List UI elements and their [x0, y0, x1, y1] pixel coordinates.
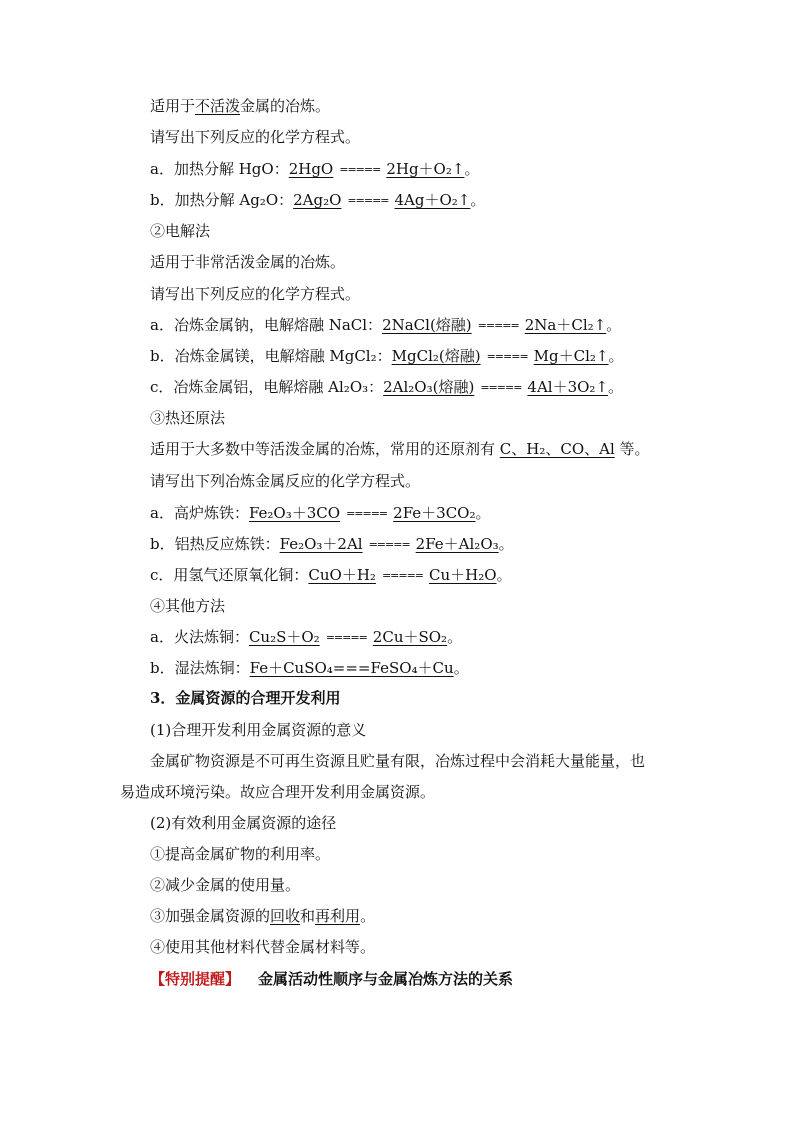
answer-blank: 2Ag₂O — [293, 191, 342, 209]
answer-blank: Fe₂O₃＋3CO — [248, 504, 341, 522]
equation-line: b．加热分解 Ag₂O：2Ag₂O ===== 4Ag＋O₂↑。 — [150, 188, 485, 212]
text-line: 请写出下列反应的化学方程式。 — [150, 128, 361, 146]
section-heading: ③热还原法 — [150, 409, 226, 427]
answer-blank: 2Na＋Cl₂↑ — [524, 316, 607, 334]
text-line: 适用于不活泼金属的冶炼。 — [150, 97, 331, 115]
equation-line: b．湿法炼铜：Fe＋CuSO₄===FeSO₄＋Cu。 — [150, 659, 469, 677]
text-line: 适用于非常活泼金属的冶炼。 — [150, 253, 346, 271]
answer-blank: 2HgO — [288, 160, 334, 178]
answer-blank: 4Ag＋O₂↑ — [394, 191, 471, 209]
tip-heading: 【特别提醒】 金属活动性顺序与金属冶炼方法的关系 — [150, 970, 514, 988]
equation-line: c．用氢气还原氧化铜：CuO＋H₂ ===== Cu＋H₂O。 — [150, 563, 512, 587]
answer-blank: 2NaCl(熔融) — [382, 316, 472, 334]
equation-line: b．冶炼金属镁，电解熔融 MgCl₂：MgCl₂(熔融) ===== Mg＋Cl₂↑。 — [150, 344, 624, 368]
equals-sign: ===== — [325, 631, 367, 644]
equals-sign: ===== — [368, 538, 410, 551]
answer-blank: 不活泼 — [195, 97, 241, 115]
answer-blank: MgCl₂(熔融) — [391, 347, 481, 365]
equation-line: b．铝热反应炼铁：Fe₂O₃＋2Al ===== 2Fe＋Al₂O₃。 — [150, 532, 514, 556]
answer-blank: Mg＋Cl₂↑ — [533, 347, 609, 365]
text-line: 请写出下列反应的化学方程式。 — [150, 285, 361, 303]
answer-blank: C、H₂、CO、Al — [499, 440, 615, 458]
answer-blank: 2Hg＋O₂↑ — [386, 160, 465, 178]
list-item: ①提高金属矿物的利用率。 — [150, 845, 331, 863]
answer-blank: 回收 — [270, 907, 301, 925]
answer-blank: 4Al＋3O₂↑ — [527, 378, 609, 396]
paragraph-line: 金属矿物资源是不可再生资源且贮量有限，冶炼过程中会消耗大量能量，也 — [150, 752, 646, 770]
paragraph-line: 易造成环境污染。故应合理开发利用金属资源。 — [120, 783, 436, 801]
equals-sign: ===== — [339, 163, 381, 176]
list-item: ④使用其他材料代替金属材料等。 — [150, 938, 376, 956]
equation-line: a．火法炼铜：Cu₂S＋O₂ ===== 2Cu＋SO₂。 — [150, 625, 462, 649]
equals-sign: ===== — [480, 381, 522, 394]
equals-sign: ===== — [381, 569, 424, 582]
equation-line: a．加热分解 HgO：2HgO ===== 2Hg＋O₂↑。 — [150, 157, 479, 181]
answer-blank: Cu＋H₂O — [429, 566, 497, 584]
equation-line: a．冶炼金属钠，电解熔融 NaCl：2NaCl(熔融) ===== 2Na＋Cl₂↑。 — [150, 313, 621, 337]
list-item: ②减少金属的使用量。 — [150, 876, 301, 894]
equation-line: a．高炉炼铁：Fe₂O₃＋3CO ===== 2Fe＋3CO₂。 — [150, 501, 491, 525]
answer-blank: 2Al₂O₃(熔融) — [383, 378, 475, 396]
answer-blank: Cu₂S＋O₂ — [248, 628, 320, 646]
answer-blank: 2Fe＋3CO₂ — [393, 504, 476, 522]
answer-blank: 2Fe＋Al₂O₃ — [415, 535, 499, 553]
equals-sign: ===== — [346, 507, 388, 520]
section-heading: ②电解法 — [150, 222, 211, 240]
tip-tag: 【特别提醒】 — [150, 970, 241, 988]
answer-blank: 再利用 — [315, 907, 361, 925]
subsection-heading: (2)有效利用金属资源的途径 — [150, 814, 337, 832]
equals-sign: ===== — [486, 350, 528, 363]
section-heading: ④其他方法 — [150, 597, 226, 615]
equals-sign: ===== — [347, 194, 389, 207]
text-line: 适用于大多数中等活泼金属的冶炼，常用的还原剂有 C、H₂、CO、Al 等。 — [150, 440, 650, 458]
answer-blank: CuO＋H₂ — [308, 566, 376, 584]
answer-blank: 2Cu＋SO₂ — [372, 628, 448, 646]
subsection-heading: (1)合理开发利用金属资源的意义 — [150, 721, 367, 739]
section-title: 3．金属资源的合理开发利用 — [150, 689, 341, 707]
text-line: 请写出下列冶炼金属反应的化学方程式。 — [150, 472, 421, 490]
list-item: ③加强金属资源的回收和再利用。 — [150, 907, 376, 925]
answer-blank: Fe₂O₃＋2Al — [279, 535, 363, 553]
answer-blank: Fe＋CuSO₄===FeSO₄＋Cu — [249, 659, 454, 677]
equals-sign: ===== — [477, 319, 519, 332]
equation-line: c．冶炼金属铝，电解熔融 Al₂O₃：2Al₂O₃(熔融) ===== 4Al＋3O₂↑。 — [150, 375, 623, 399]
